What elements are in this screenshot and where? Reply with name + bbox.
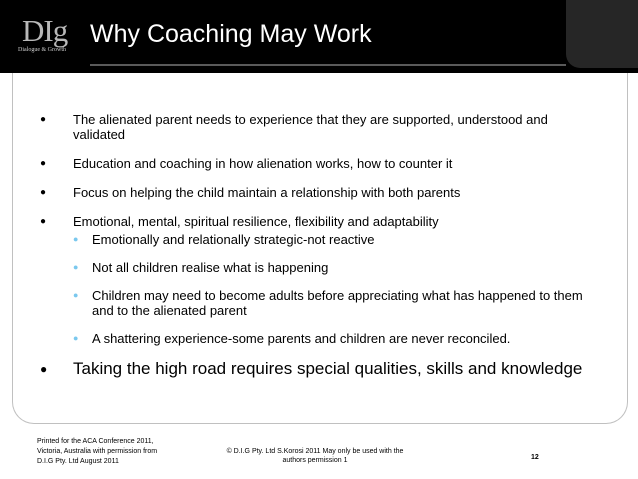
bullet-list — [40, 112, 600, 378]
sub-bullet-item — [73, 260, 600, 275]
bullet-item-emphasis — [40, 360, 600, 378]
bullet-item — [40, 112, 600, 142]
corner-tab — [566, 0, 638, 68]
footer-center-line: © D.I.G Pty. Ltd S.Korosi 2011 May only be used with the — [226, 448, 404, 455]
bullet-item — [40, 156, 600, 171]
footer-left-line: Victoria, Australia with permission from — [37, 448, 158, 455]
bullet-text: The alienated parent needs to experience that they are supported, understood and validated — [73, 112, 548, 142]
sub-bullet-item — [73, 331, 600, 346]
sub-bullet-text: Not all children realise what is happening — [92, 260, 329, 275]
slide-title: Why Coaching May Work — [90, 20, 372, 48]
sub-bullet-text: Children may need to become adults before appreciating what has happened to them and to the alienated parent — [92, 288, 583, 318]
logo-subtext: Dialogue & Growth — [18, 47, 66, 53]
bullet-text: Taking the high road requires special qualities, skills and knowledge — [73, 359, 583, 378]
sub-bullet-text: A shattering experience-some parents and children are never reconciled. — [92, 331, 511, 346]
logo-mark: DIg — [22, 13, 68, 48]
bullet-text: Focus on helping the child maintain a relationship with both parents — [73, 185, 461, 200]
footer-center-line: authors permission 1 — [282, 457, 348, 464]
title-underline — [90, 64, 566, 66]
sub-bullet-item — [73, 232, 600, 247]
bullet-item — [40, 185, 600, 200]
footer-copyright — [220, 447, 410, 465]
bullet-text: Education and coaching in how alienation works, how to counter it — [73, 156, 453, 171]
bullet-content — [40, 112, 600, 392]
sub-bullet-text: Emotionally and relationally strategic-not reactive — [92, 232, 375, 247]
footer-left-line: Printed for the ACA Conference 2011, — [37, 438, 154, 445]
sub-bullet-item — [73, 288, 600, 318]
sub-bullet-list — [73, 232, 600, 346]
footer-print-note — [37, 437, 157, 467]
bullet-item — [40, 214, 600, 346]
footer-left-line: D.I.G Pty. Ltd August 2011 — [37, 458, 119, 465]
dig-logo — [18, 14, 74, 62]
bullet-text: Emotional, mental, spiritual resilience, flexibility and adaptability — [73, 214, 439, 229]
slide-header — [0, 0, 638, 73]
page-number: 12 — [531, 454, 539, 461]
